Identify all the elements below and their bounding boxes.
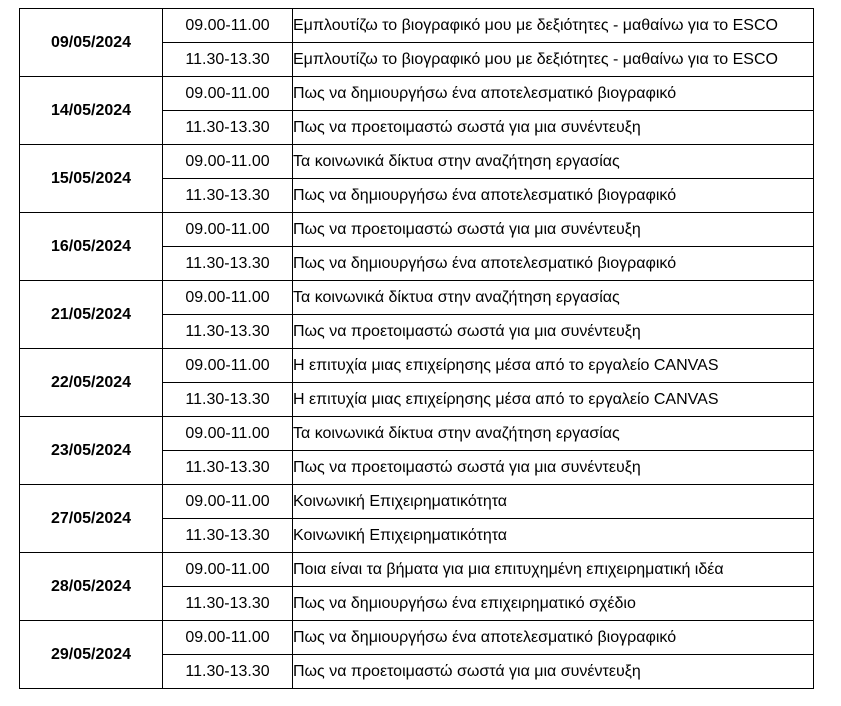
session-time: 09.00-11.00 [163,485,293,519]
session-time: 09.00-11.00 [163,553,293,587]
session-date: 28/05/2024 [20,553,163,621]
session-topic: Η επιτυχία μιας επιχείρησης μέσα από το εργαλείο CANVAS [293,383,814,417]
session-time: 11.30-13.30 [163,247,293,281]
session-time: 09.00-11.00 [163,281,293,315]
session-topic: Πως να προετοιμαστώ σωστά για μια συνέντευξη [293,111,814,145]
schedule-table-body [20,9,814,689]
session-topic: Πως να δημιουργήσω ένα αποτελεσματικό βιογραφικό [293,179,814,213]
session-topic: Πως να δημιουργήσω ένα αποτελεσματικό βιογραφικό [293,621,814,655]
schedule-row [20,9,814,43]
session-topic: Κοινωνική Επιχειρηματικότητα [293,519,814,553]
session-time: 09.00-11.00 [163,417,293,451]
session-topic: Κοινωνική Επιχειρηματικότητα [293,485,814,519]
session-date: 09/05/2024 [20,9,163,77]
session-topic: Πως να προετοιμαστώ σωστά για μια συνέντευξη [293,655,814,689]
session-topic: Πως να προετοιμαστώ σωστά για μια συνέντευξη [293,315,814,349]
schedule-row [20,145,814,179]
schedule-row [20,553,814,587]
session-time: 11.30-13.30 [163,655,293,689]
session-time: 11.30-13.30 [163,587,293,621]
schedule-table [19,8,814,689]
schedule-row [20,77,814,111]
session-time: 09.00-11.00 [163,145,293,179]
schedule-row [20,485,814,519]
session-date: 29/05/2024 [20,621,163,689]
session-time: 09.00-11.00 [163,213,293,247]
schedule-row [20,621,814,655]
session-time: 09.00-11.00 [163,349,293,383]
session-date: 27/05/2024 [20,485,163,553]
session-topic: Τα κοινωνικά δίκτυα στην αναζήτηση εργασίας [293,281,814,315]
session-date: 16/05/2024 [20,213,163,281]
session-date: 14/05/2024 [20,77,163,145]
session-topic: Πως να δημιουργήσω ένα επιχειρηματικό σχέδιο [293,587,814,621]
session-topic: Εμπλουτίζω το βιογραφικό μου με δεξιότητες - μαθαίνω για το ESCO [293,9,814,43]
session-topic: Εμπλουτίζω το βιογραφικό μου με δεξιότητες - μαθαίνω για το ESCO [293,43,814,77]
session-topic: Πως να προετοιμαστώ σωστά για μια συνέντευξη [293,451,814,485]
session-topic: Τα κοινωνικά δίκτυα στην αναζήτηση εργασίας [293,417,814,451]
schedule-row [20,281,814,315]
session-topic: Τα κοινωνικά δίκτυα στην αναζήτηση εργασίας [293,145,814,179]
session-topic: Η επιτυχία μιας επιχείρησης μέσα από το εργαλείο CANVAS [293,349,814,383]
session-time: 09.00-11.00 [163,621,293,655]
session-date: 23/05/2024 [20,417,163,485]
schedule-row [20,349,814,383]
session-topic: Πως να προετοιμαστώ σωστά για μια συνέντευξη [293,213,814,247]
session-time: 11.30-13.30 [163,179,293,213]
session-time: 09.00-11.00 [163,9,293,43]
session-time: 11.30-13.30 [163,315,293,349]
session-date: 21/05/2024 [20,281,163,349]
session-time: 11.30-13.30 [163,519,293,553]
session-date: 22/05/2024 [20,349,163,417]
schedule-row [20,417,814,451]
session-time: 11.30-13.30 [163,383,293,417]
session-topic: Ποια είναι τα βήματα για μια επιτυχημένη επιχειρηματική ιδέα [293,553,814,587]
session-date: 15/05/2024 [20,145,163,213]
session-time: 09.00-11.00 [163,77,293,111]
session-topic: Πως να δημιουργήσω ένα αποτελεσματικό βιογραφικό [293,247,814,281]
session-time: 11.30-13.30 [163,43,293,77]
session-topic: Πως να δημιουργήσω ένα αποτελεσματικό βιογραφικό [293,77,814,111]
session-time: 11.30-13.30 [163,451,293,485]
session-time: 11.30-13.30 [163,111,293,145]
schedule-row [20,213,814,247]
